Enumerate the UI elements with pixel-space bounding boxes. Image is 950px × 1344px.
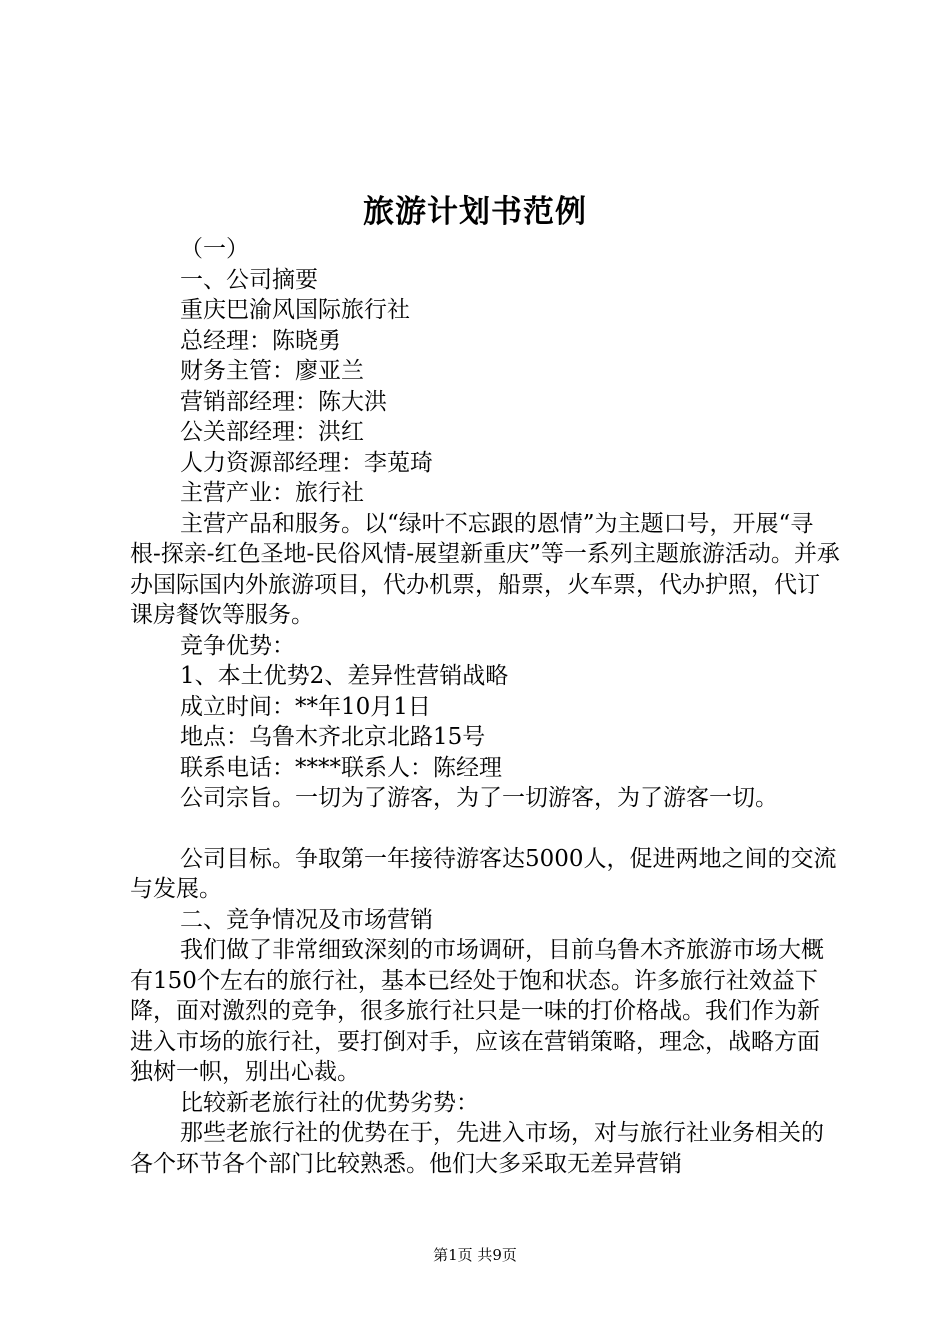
paragraph: 公关部经理：洪红 [180,419,364,445]
paragraph: 重庆巴渝风国际旅行社 [180,297,410,323]
page-footer: 第1页 共9页 [433,1246,517,1264]
paragraph: 比较新老旅行社的优势劣势： [180,1089,479,1116]
paragraph: （一） [180,236,249,262]
paragraph: 人力资源部经理：李莵琦 [180,449,433,476]
section-heading: 二、竞争情况及市场营销 [180,906,433,933]
paragraph: 主营产品和服务。以“绿叶不忘跟的恩情”为主题口号，开展“寻根-探亲-红色圣地-民俗风情-展望新重庆”等一系列主题旅游活动。并承办国际国内外旅游项目，代办机票，船票，火车票，代办护照，代订课房餐饮等服务。 [130,510,840,628]
paragraph: 公司目标。争取第一年接待游客达5000人，促进两地之间的交流与发展。 [130,845,837,902]
paragraph: 成立时间：**年10月1日 [180,693,431,720]
document-title: 旅游计划书范例 [363,194,587,230]
paragraph: 那些老旅行社的优势在于，先进入市场，对与旅行社业务相关的各个环节各个部门比较熟悉。他们大多采取无差异营销 [130,1120,824,1177]
paragraph: 1、本土优势2、差异性营销战略 [180,663,509,689]
paragraph: 地点：乌鲁木齐北京北路15号 [180,724,486,750]
document-body [130,234,842,1179]
paragraph: 竞争优势： [180,632,295,659]
paragraph: 财务主管：廖亚兰 [180,358,364,384]
paragraph: 营销部经理：陈大洪 [180,388,387,415]
paragraph: 我们做了非常细致深刻的市场调研，目前乌鲁木齐旅游市场大概有150个左右的旅行社，基本已经处于饱和状态。许多旅行社效益下降，面对激烈的竞争，很多旅行社只是一味的打价格战。我们作为新进入市场的旅行社，要打倒对手，应该在营销策略，理念，战略方面独树一帜，别出心裁。 [130,937,824,1085]
paragraph: 公司宗旨。一切为了游客，为了一切游客，为了游客一切。 [180,785,778,811]
paragraph: 总经理：陈晓勇 [180,327,341,354]
paragraph: 主营产业：旅行社 [180,480,364,506]
paragraph: 联系电话：****联系人：陈经理 [180,754,502,781]
section-heading: 一、公司摘要 [180,266,318,293]
